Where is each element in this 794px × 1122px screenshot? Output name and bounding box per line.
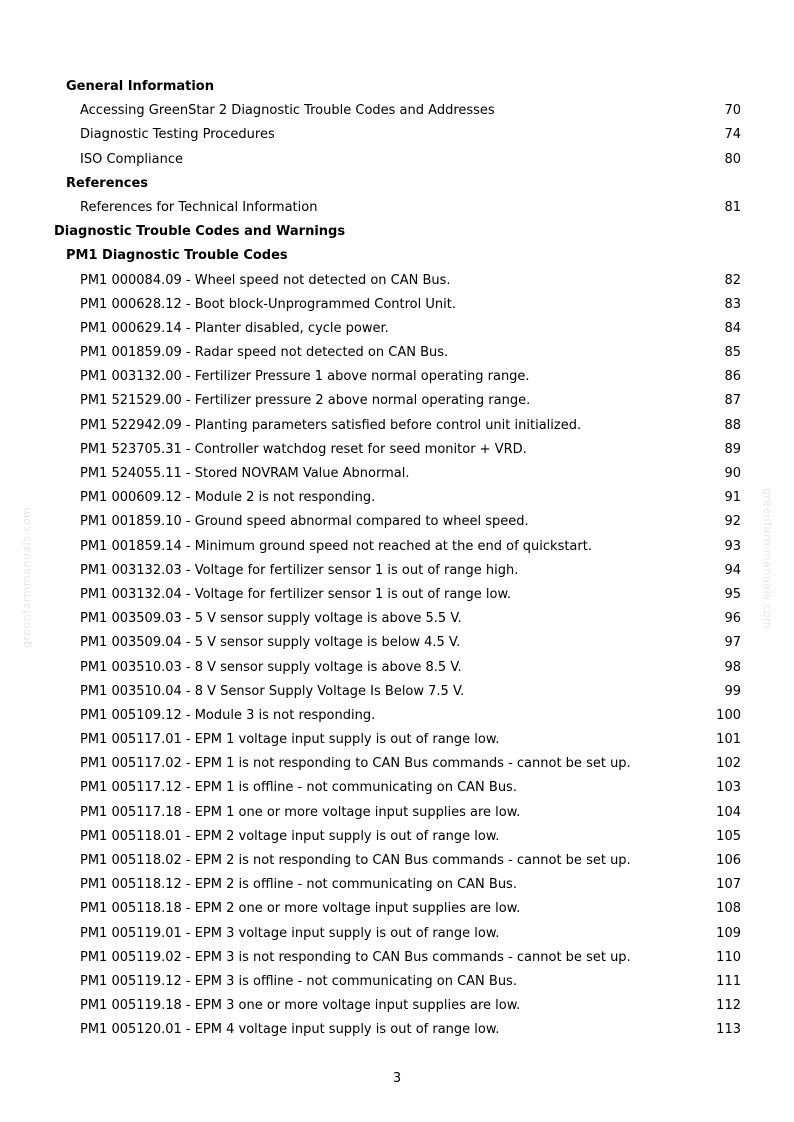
toc-entry[interactable] — [0, 365, 794, 389]
toc-entry-title: PM1 005119.18 - EPM 3 one or more voltage input supplies are low. — [80, 998, 521, 1014]
toc-entry-page: 105 — [716, 828, 741, 844]
toc-entry-title: PM1 005118.18 - EPM 2 one or more voltage input supplies are low. — [80, 901, 521, 917]
toc-entry-page: 94 — [724, 562, 741, 578]
toc-entry-page: 98 — [724, 659, 741, 675]
toc-entry[interactable] — [0, 656, 794, 680]
toc-entry-page: 85 — [724, 345, 741, 361]
toc-entry[interactable] — [0, 728, 794, 752]
toc-entry-title: PM1 001859.09 - Radar speed not detected on CAN Bus. — [80, 345, 449, 361]
toc-entry-title: PM1 Diagnostic Trouble Codes — [66, 248, 288, 264]
toc-entry-page: 100 — [716, 707, 741, 723]
toc-entry[interactable] — [0, 293, 794, 317]
toc-entry-title: PM1 005117.18 - EPM 1 one or more voltage input supplies are low. — [80, 804, 521, 820]
toc-entry-page: 109 — [716, 925, 741, 941]
toc-entry-title: Diagnostic Testing Procedures — [80, 127, 275, 143]
toc-entry[interactable] — [0, 462, 794, 486]
toc-entry-page: 108 — [716, 901, 741, 917]
toc-entry[interactable] — [0, 389, 794, 413]
toc-entry-page: 87 — [724, 393, 741, 409]
toc-entry[interactable] — [0, 607, 794, 631]
toc-entry-title: PM1 000084.09 - Wheel speed not detected on CAN Bus. — [80, 272, 451, 288]
toc-entry[interactable] — [0, 873, 794, 897]
toc-entry-page: 112 — [716, 998, 741, 1014]
toc-entry[interactable] — [0, 341, 794, 365]
toc-entry-page: 86 — [724, 369, 741, 385]
toc-entry[interactable] — [0, 1018, 794, 1042]
toc-entry-title: PM1 005118.12 - EPM 2 is offline - not communicating on CAN Bus. — [80, 877, 517, 893]
toc-entry[interactable] — [0, 317, 794, 341]
toc-entry[interactable] — [0, 438, 794, 462]
toc-entry-title: PM1 005119.12 - EPM 3 is offline - not communicating on CAN Bus. — [80, 973, 517, 989]
toc-entry-title: PM1 000629.14 - Planter disabled, cycle power. — [80, 320, 389, 336]
toc-entry[interactable] — [0, 994, 794, 1018]
toc-section-heading — [0, 172, 794, 196]
toc-entry[interactable] — [0, 631, 794, 655]
toc-entry-page: 106 — [716, 853, 741, 868]
toc-entry-page: 90 — [724, 466, 741, 481]
toc-entry[interactable] — [0, 559, 794, 583]
toc-entry-page: 93 — [724, 538, 741, 554]
toc-entry-title: PM1 524055.11 - Stored NOVRAM Value Abnormal. — [80, 466, 410, 481]
toc-section-heading — [0, 244, 794, 268]
toc-entry-title: PM1 005109.12 - Module 3 is not responding. — [80, 707, 376, 723]
toc-entry[interactable] — [0, 510, 794, 534]
toc-entry-title: PM1 003132.04 - Voltage for fertilizer sensor 1 is out of range low. — [80, 586, 512, 602]
toc-entry-title: PM1 523705.31 - Controller watchdog reset for seed monitor + VRD. — [80, 441, 527, 457]
toc-entry-page: 113 — [716, 1022, 741, 1038]
toc-entry[interactable] — [0, 922, 794, 946]
toc-entry-page: 82 — [724, 272, 741, 288]
toc-entry-title: PM1 003132.03 - Voltage for fertilizer sensor 1 is out of range high. — [80, 562, 519, 578]
toc-chapter-heading — [0, 220, 794, 244]
toc-entry-page: 97 — [724, 635, 741, 651]
toc-entry[interactable] — [0, 704, 794, 728]
toc-entry[interactable] — [0, 486, 794, 510]
toc-entry-page: 110 — [716, 949, 741, 965]
toc-entry-page: 107 — [716, 877, 741, 893]
toc-entry-title: PM1 005120.01 - EPM 4 voltage input supply is out of range low. — [80, 1022, 500, 1038]
toc-entry[interactable] — [0, 970, 794, 994]
toc-entry-title: PM1 005119.02 - EPM 3 is not responding to CAN Bus commands - cannot be set up. — [80, 949, 631, 965]
toc-entry-page: 88 — [724, 417, 741, 433]
toc-entry-page: 74 — [724, 127, 741, 143]
toc-entry[interactable] — [0, 583, 794, 607]
toc-entry-page: 92 — [724, 514, 741, 530]
toc-entry[interactable] — [0, 196, 794, 220]
toc-entry-title: General Information — [66, 79, 214, 94]
toc-entry-title: Diagnostic Trouble Codes and Warnings — [54, 224, 346, 240]
toc-entry-page: 102 — [716, 756, 741, 772]
toc-entry-title: PM1 003510.03 - 8 V sensor supply voltage is above 8.5 V. — [80, 659, 462, 675]
toc-entry[interactable] — [0, 946, 794, 970]
toc-entry-title: PM1 005119.01 - EPM 3 voltage input supply is out of range low. — [80, 925, 500, 941]
toc-entry[interactable] — [0, 123, 794, 147]
toc-entry[interactable] — [0, 849, 794, 873]
toc-entry-title: References — [66, 175, 149, 191]
toc-entry-title: PM1 003509.04 - 5 V sensor supply voltage is below 4.5 V. — [80, 635, 461, 651]
toc-entry-title: ISO Compliance — [80, 151, 183, 167]
toc-entry-page: 95 — [724, 586, 741, 602]
toc-entry[interactable] — [0, 776, 794, 800]
toc-entry-title: References for Technical Information — [80, 199, 318, 215]
toc-entry[interactable] — [0, 680, 794, 704]
toc-entry-title: PM1 001859.14 - Minimum ground speed not reached at the end of quickstart. — [80, 538, 592, 554]
toc-entry-page: 96 — [724, 611, 741, 627]
toc-entry[interactable] — [0, 148, 794, 172]
toc-entry-title: PM1 001859.10 - Ground speed abnormal compared to wheel speed. — [80, 514, 529, 530]
toc-entry-page: 83 — [724, 296, 741, 312]
toc-entry-title: PM1 000609.12 - Module 2 is not responding. — [80, 490, 376, 506]
toc-entry[interactable] — [0, 414, 794, 438]
toc-entry-title: PM1 003510.04 - 8 V Sensor Supply Voltage Is Below 7.5 V. — [80, 683, 465, 699]
toc-section-heading — [0, 75, 794, 99]
toc-entry-title: PM1 000628.12 - Boot block-Unprogrammed Control Unit. — [80, 296, 456, 312]
toc-entry-page: 91 — [724, 490, 741, 506]
toc-entry-title: PM1 005118.01 - EPM 2 voltage input supply is out of range low. — [80, 828, 500, 844]
toc-entry-title: PM1 005117.12 - EPM 1 is offline - not communicating on CAN Bus. — [80, 780, 517, 796]
toc-entry[interactable] — [0, 825, 794, 849]
toc-entry[interactable] — [0, 752, 794, 776]
toc-entry-title: PM1 521529.00 - Fertilizer pressure 2 above normal operating range. — [80, 393, 531, 409]
toc-entry-title: PM1 003132.00 - Fertilizer Pressure 1 above normal operating range. — [80, 369, 530, 385]
toc-entry-title: PM1 003509.03 - 5 V sensor supply voltage is above 5.5 V. — [80, 611, 462, 627]
toc-entry-title: PM1 522942.09 - Planting parameters satisfied before control unit initialized. — [80, 417, 582, 433]
toc-entry-page: 104 — [716, 804, 741, 820]
watermark-left: greenfarmmanuals.com — [20, 506, 33, 648]
toc-entry[interactable] — [0, 99, 794, 123]
toc-entry-page: 99 — [724, 683, 741, 699]
toc-entry[interactable] — [0, 269, 794, 293]
toc-entry-title: PM1 005117.02 - EPM 1 is not responding to CAN Bus commands - cannot be set up. — [80, 756, 631, 772]
toc-entry[interactable] — [0, 535, 794, 559]
toc-entry[interactable] — [0, 801, 794, 825]
toc-entry-page: 70 — [724, 103, 741, 119]
toc-entry-title: PM1 005117.01 - EPM 1 voltage input supply is out of range low. — [80, 732, 500, 748]
toc-entry-page: 103 — [716, 780, 741, 796]
page-number: 3 — [392, 1071, 402, 1086]
toc-entry-page: 111 — [716, 973, 741, 989]
toc-entry-title: Accessing GreenStar 2 Diagnostic Trouble Codes and Addresses — [80, 103, 495, 119]
watermark-right: greenfarmmanuals.com — [761, 488, 774, 630]
toc-entry-page: 84 — [724, 320, 741, 336]
toc-entry-page: 101 — [716, 732, 741, 748]
toc-entry-page: 81 — [724, 199, 741, 215]
toc-entry-title: PM1 005118.02 - EPM 2 is not responding to CAN Bus commands - cannot be set up. — [80, 853, 631, 868]
table-of-contents — [0, 75, 794, 1043]
toc-entry[interactable] — [0, 897, 794, 921]
toc-entry-page: 89 — [724, 441, 741, 457]
toc-entry-page: 80 — [724, 151, 741, 167]
